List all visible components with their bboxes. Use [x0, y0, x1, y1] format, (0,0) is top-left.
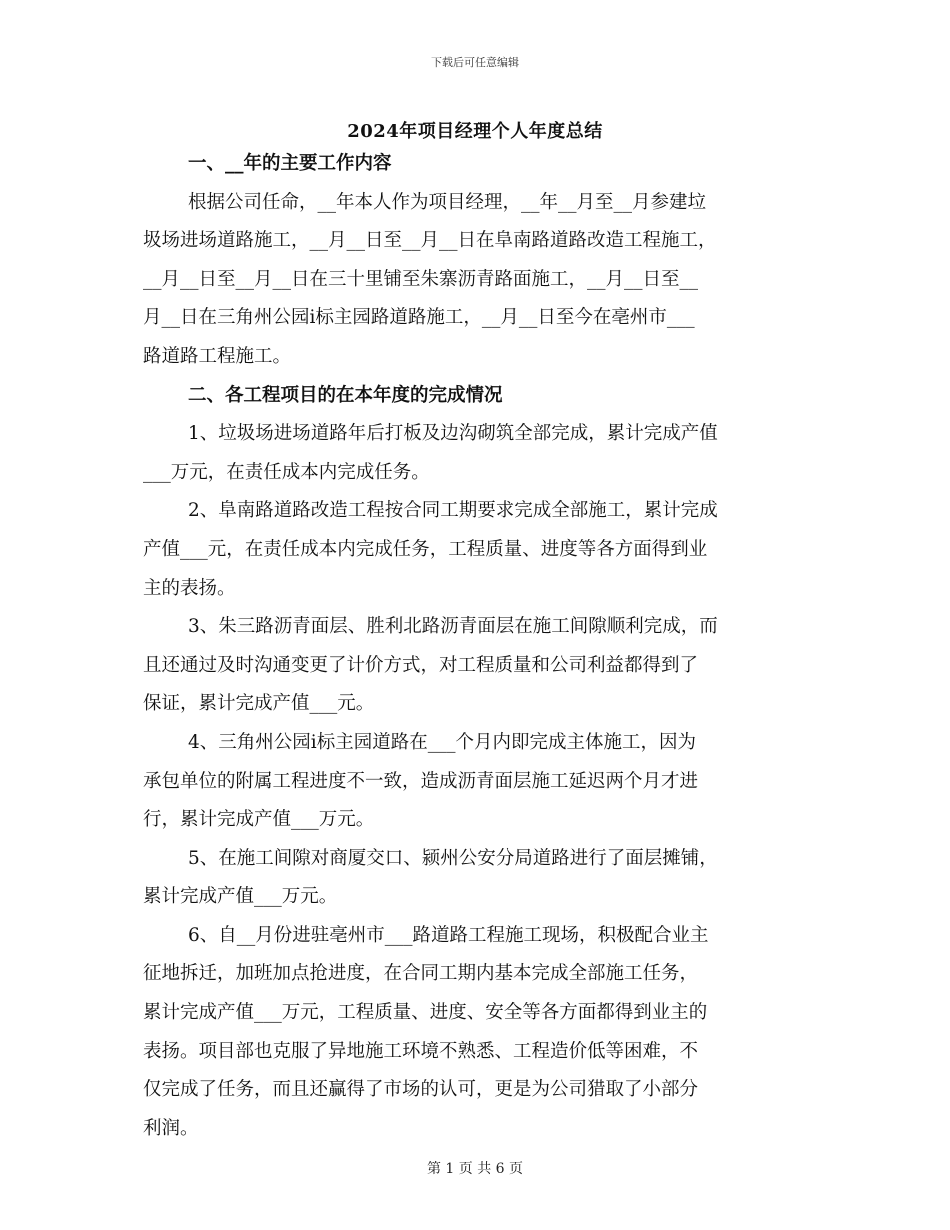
paragraph-line: 产值___元，在责任成本内完成任务，工程质量、进度等各方面得到业 — [143, 538, 708, 560]
header-note: 下载后可任意编辑 — [431, 56, 519, 69]
document-body — [143, 145, 807, 1148]
paragraph-line: 承包单位的附属工程进度不一致，造成沥青面层施工延迟两个月才进 — [143, 770, 699, 792]
paragraph-line: 征地拆迁，加班加点抢进度，在合同工期内基本完成全部施工任务， — [143, 963, 699, 985]
paragraph-line: 2、阜南路道路改造工程按合同工期要求完成全部施工，累计完成 — [188, 500, 718, 522]
paragraph-line: 累计完成产值___万元，工程质量、进度、安全等各方面都得到业主的 — [143, 1002, 708, 1024]
paragraph-line: 根据公司任命，__年本人作为项目经理，__年__月至__月参建垃 — [188, 191, 707, 213]
section-heading-1: 一、__年的主要工作内容 — [188, 153, 392, 174]
paragraph-line: 主的表扬。 — [143, 577, 236, 599]
paragraph-line: 6、自__月份进驻亳州市___路道路工程施工现场，积极配合业主 — [188, 924, 709, 946]
paragraph-line: 累计完成产值___万元。 — [143, 886, 338, 908]
paragraph-line: 路道路工程施工。 — [143, 345, 292, 367]
paragraph-line: __月__日至__月__日在三十里铺至朱寨沥青路面施工，__月__日至__ — [143, 268, 699, 290]
paragraph-line: 4、三角州公园ⅰ标主园道路在___个月内即完成主体施工，因为 — [188, 731, 696, 753]
page-number-footer: 第 1 页 共 6 页 — [426, 1161, 524, 1177]
paragraph-line: 圾场进场道路施工，__月__日至__月__日在阜南路道路改造工程施工， — [143, 230, 717, 252]
paragraph-line: 仅完成了任务，而且还赢得了市场的认可，更是为公司猎取了小部分 — [143, 1079, 699, 1101]
page-title: 2024年项目经理个人年度总结 — [347, 121, 603, 142]
paragraph-line: 3、朱三路沥青面层、胜利北路沥青面层在施工间隙顺利完成，而 — [188, 616, 718, 638]
paragraph-line: ___万元，在责任成本内完成任务。 — [143, 461, 430, 483]
paragraph-line: 且还通过及时沟通变更了计价方式，对工程质量和公司利益都得到了 — [143, 654, 699, 676]
paragraph-line: 保证，累计完成产值___元。 — [143, 693, 375, 715]
paragraph-line: 月__日在三角州公园ⅰ标主园路道路施工，__月__日至今在亳州市___ — [143, 307, 695, 329]
paragraph-line: 1、垃圾场进场道路年后打板及边沟砌筑全部完成，累计完成产值 — [188, 423, 718, 445]
section-heading-2: 二、各工程项目的在本年度的完成情况 — [188, 384, 503, 406]
paragraph-line: 表扬。项目部也克服了异地施工环境不熟悉、工程造价低等困难，不 — [143, 1040, 699, 1062]
paragraph-line: 行，累计完成产值___万元。 — [143, 809, 375, 831]
paragraph-line: 5、在施工间隙对商厦交口、颍州公安分局道路进行了面层摊铺， — [188, 847, 718, 869]
paragraph-line: 利润。 — [143, 1117, 199, 1139]
